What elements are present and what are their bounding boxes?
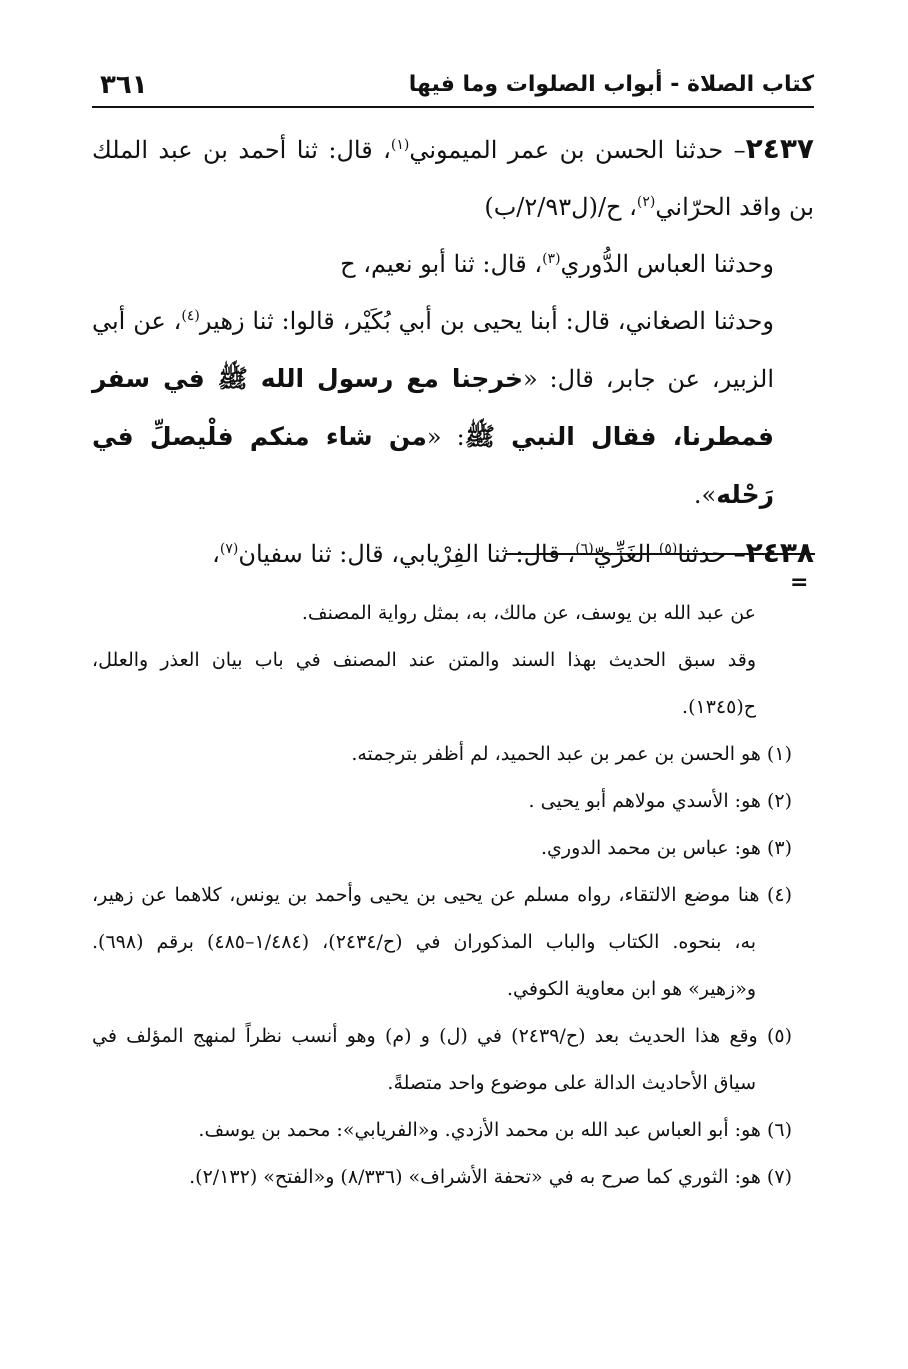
hadith-number: ٢٤٣٧ <box>745 132 814 165</box>
isnad-text: ، قال: ثنا أحمد بن عبد الملك بن واقد الحرّاني <box>92 136 814 221</box>
footnote-6: (٦) هو: أبو العباس عبد الله بن محمد الأزدي. و«الفريابي»: محمد بن يوسف. <box>198 1119 792 1141</box>
isnad-text: وحدثنا الصغاني، قال: أبنا يحيى بن أبي بُكَيْر، قالوا: ثنا زهير <box>199 307 775 335</box>
isnad-text: ، عن أبي الزبير، عن جابر، قال: « <box>92 307 774 393</box>
isnad-text: وحدثنا العباس الدُّوري <box>560 250 774 278</box>
footnote-ref[interactable]: (٣) <box>542 251 561 267</box>
main-text <box>92 120 814 583</box>
isnad-text: الغَزِّيّ <box>593 540 659 568</box>
footnote-divider <box>505 553 815 555</box>
footnote-ref[interactable]: (٤) <box>181 308 200 324</box>
footnote-continuation: عن عبد الله بن يوسف، عن مالك، به، بمثل رواية المصنف. <box>301 602 756 624</box>
isnad-line <box>92 293 814 524</box>
footnote-7: (٧) هو: الثوري كما صرح به في «تحفة الأشراف» (٨/٣٣٦) و«الفتح» (٢/١٣٢). <box>189 1166 792 1188</box>
isnad-line <box>92 236 814 293</box>
isnad-text: ». <box>693 481 717 509</box>
hadith-number: ٢٤٣٨ <box>745 536 814 569</box>
isnad-text: – حدثنا الحسن بن عمر الميموني <box>409 136 746 164</box>
isnad-text: – حدثنا <box>677 540 746 568</box>
chapter-title: كتاب الصلاة - أبواب الصلوات وما فيها <box>408 72 814 97</box>
isnad-text: ، قال: ثنا أبو نعيم، ح <box>340 250 543 278</box>
footnote-ref[interactable]: (٧) <box>219 541 239 557</box>
isnad-text: ، <box>212 540 220 568</box>
continuation-mark: = <box>790 570 809 595</box>
footnote-continuation: وقد سبق الحديث بهذا السند والمتن عند المصنف في باب بيان العذر والعلل، ح(١٣٤٥). <box>92 649 756 718</box>
footnote-3: (٣) هو: عباس بن محمد الدوري. <box>541 837 792 859</box>
hadith-2437 <box>92 120 814 236</box>
hadith-matn: من شاء منكم فلْيصلِّ في رَحْله <box>92 422 774 509</box>
footnote-5: (٥) وقع هذا الحديث بعد (ح/٢٤٣٩) في (ل) و (م) وهو أنسب نظراً لمنهج المؤلف في سياق الأحاديث الدالة على موضوع واحد متصلةً. <box>92 1025 793 1094</box>
footnote-ref[interactable]: (٥) <box>658 541 678 557</box>
footnote-ref[interactable]: (١) <box>390 137 410 153</box>
footnotes-section <box>92 590 814 1201</box>
manuscript-ref: ، ح/(ل٢/٩٣/ب) <box>484 193 637 221</box>
footnote-ref[interactable]: (٦) <box>575 541 594 557</box>
isnad-text: ، قال: ثنا الفِرْيابي، قال: ثنا سفيان <box>238 540 576 568</box>
page-number: ٣٦١ <box>100 70 148 100</box>
footnote-1: (١) هو الحسن بن عمر بن عبد الحميد، لم أظفر بترجمته. <box>351 743 792 765</box>
running-header <box>92 66 814 108</box>
isnad-text: : « <box>426 423 465 451</box>
footnote-4: (٤) هنا موضع الالتقاء، رواه مسلم عن يحيى بن يحيى وأحمد بن يونس، كلاهما عن زهير، به، بنحوه. الكتاب والباب المذكوران في (ح/٢٤٣٤)، (١/٤٨٤–٤٨٥) برقم (٦٩٨). و«زهير» هو ابن معاوية الكوفي. <box>92 884 792 1000</box>
hadith-matn: خرجنا مع رسول الله ﷺ في سفر فمطرنا، فقال النبي ﷺ <box>92 364 775 451</box>
footnote-2: (٢) هو: الأسدي مولاهم أبو يحيى . <box>528 790 792 812</box>
footnote-ref[interactable]: (٢) <box>636 194 656 210</box>
